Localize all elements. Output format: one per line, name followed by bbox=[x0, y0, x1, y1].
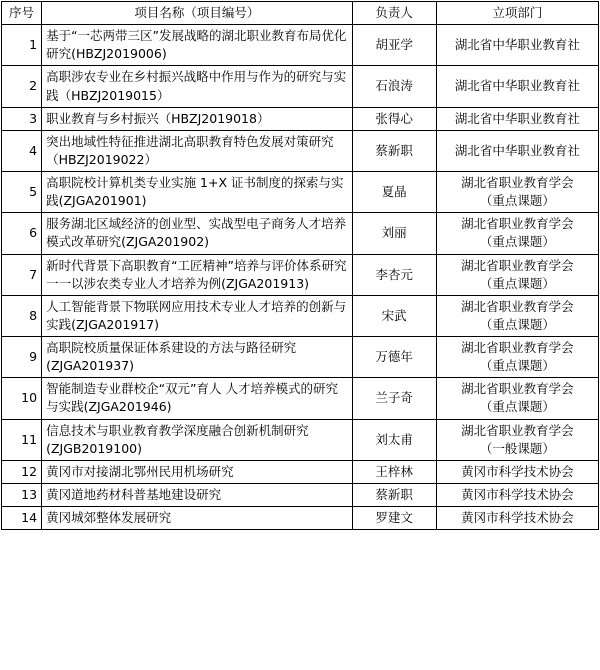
department-name: 湖北省职业教育学会 bbox=[461, 422, 574, 438]
approving-department bbox=[436, 254, 598, 295]
table-row bbox=[2, 460, 599, 483]
project-name: 高职院校计算机类专业实施 1+X 证书制度的探索与实践(ZJGA201901) bbox=[42, 172, 353, 213]
department-name: 湖北省职业教育学会 bbox=[461, 216, 574, 232]
project-name: 新时代背景下高职教育“工匠精神”培养与评价体系研究一一以涉农类专业人才培养为例(ZJGA201913) bbox=[42, 254, 353, 295]
department-name: 黄冈市科学技术协会 bbox=[461, 486, 574, 502]
table-header-row bbox=[2, 2, 599, 25]
approving-department bbox=[436, 295, 598, 336]
project-name: 基于“一芯两带三区”发展战略的湖北职业教育布局优化研究(HBZJ2019006) bbox=[42, 25, 353, 66]
project-owner: 石浪涛 bbox=[352, 66, 436, 107]
project-name: 黄冈市对接湖北鄂州民用机场研究 bbox=[42, 460, 353, 483]
project-name: 服务湖北区域经济的创业型、实战型电子商务人才培养模式改革研究(ZJGA201902) bbox=[42, 213, 353, 254]
project-owner: 张得心 bbox=[352, 107, 436, 130]
approving-department bbox=[436, 378, 598, 419]
project-owner: 王梓林 bbox=[352, 460, 436, 483]
table-row bbox=[2, 419, 599, 460]
project-owner: 李杏元 bbox=[352, 254, 436, 295]
project-name: 人工智能背景下物联网应用技术专业人才培养的创新与实践(ZJGA201917) bbox=[42, 295, 353, 336]
department-category: （重点课题） bbox=[479, 399, 555, 415]
department-category: （重点课题） bbox=[479, 234, 555, 250]
approving-department bbox=[436, 172, 598, 213]
project-owner: 宋武 bbox=[352, 295, 436, 336]
row-index: 6 bbox=[2, 213, 42, 254]
project-owner: 万德年 bbox=[352, 337, 436, 378]
row-index: 9 bbox=[2, 337, 42, 378]
project-owner: 刘丽 bbox=[352, 213, 436, 254]
approving-department bbox=[436, 507, 598, 530]
project-name: 突出地域性特征推进湖北高职教育特色发展对策研究（HBZJ2019022） bbox=[42, 130, 353, 171]
approving-department bbox=[436, 130, 598, 171]
table-row bbox=[2, 130, 599, 171]
row-index: 10 bbox=[2, 378, 42, 419]
department-name: 湖北省职业教育学会 bbox=[461, 175, 574, 190]
table-row bbox=[2, 107, 599, 130]
row-index: 5 bbox=[2, 172, 42, 213]
project-name: 高职院校质量保证体系建设的方法与路径研究(ZJGA201937) bbox=[42, 337, 353, 378]
department-category: （重点课题） bbox=[479, 193, 555, 209]
row-index: 14 bbox=[2, 507, 42, 530]
department-name: 湖北省职业教育学会 bbox=[461, 257, 574, 273]
row-index: 2 bbox=[2, 66, 42, 107]
department-name: 湖北省中华职业教育社 bbox=[454, 37, 580, 53]
column-header-name: 项目名称（项目编号） bbox=[42, 2, 353, 25]
approving-department bbox=[436, 213, 598, 254]
department-name: 湖北省中华职业教育社 bbox=[454, 78, 580, 94]
approving-department bbox=[436, 107, 598, 130]
project-name: 职业教育与乡村振兴（HBZJ2019018） bbox=[42, 107, 353, 130]
project-name: 黄冈城郊整体发展研究 bbox=[42, 507, 353, 530]
project-name: 信息技术与职业教育教学深度融合创新机制研究(ZJGB2019100) bbox=[42, 419, 353, 460]
department-name: 湖北省中华职业教育社 bbox=[454, 110, 580, 126]
department-name: 湖北省职业教育学会 bbox=[461, 381, 574, 397]
department-category: （重点课题） bbox=[479, 275, 555, 291]
approving-department bbox=[436, 419, 598, 460]
project-owner: 蔡新职 bbox=[352, 130, 436, 171]
project-owner: 兰子奇 bbox=[352, 378, 436, 419]
row-index: 7 bbox=[2, 254, 42, 295]
department-name: 湖北省职业教育学会 bbox=[461, 298, 574, 314]
table-row bbox=[2, 25, 599, 66]
row-index: 4 bbox=[2, 130, 42, 171]
project-owner: 胡亚学 bbox=[352, 25, 436, 66]
project-list-table bbox=[1, 1, 599, 530]
column-header-dept: 立项部门 bbox=[436, 2, 598, 25]
project-name: 黄冈道地药材科普基地建设研究 bbox=[42, 483, 353, 506]
table-row bbox=[2, 378, 599, 419]
table-row bbox=[2, 66, 599, 107]
department-category: （一般课题） bbox=[479, 440, 555, 456]
project-name: 高职涉农专业在乡村振兴战略中作用与作为的研究与实践（HBZJ2019015） bbox=[42, 66, 353, 107]
row-index: 12 bbox=[2, 460, 42, 483]
approving-department bbox=[436, 25, 598, 66]
project-owner: 蔡新职 bbox=[352, 483, 436, 506]
row-index: 3 bbox=[2, 107, 42, 130]
project-owner: 罗建文 bbox=[352, 507, 436, 530]
department-name: 湖北省中华职业教育社 bbox=[454, 142, 580, 158]
row-index: 8 bbox=[2, 295, 42, 336]
table-row bbox=[2, 483, 599, 506]
department-name: 黄冈市科学技术协会 bbox=[461, 510, 574, 525]
table-row bbox=[2, 213, 599, 254]
table-row bbox=[2, 254, 599, 295]
approving-department bbox=[436, 460, 598, 483]
table-body bbox=[2, 25, 599, 530]
project-owner: 夏晶 bbox=[352, 172, 436, 213]
table-row bbox=[2, 295, 599, 336]
approving-department bbox=[436, 66, 598, 107]
table-row bbox=[2, 172, 599, 213]
project-name: 智能制造专业群校企“双元”育人 人才培养模式的研究与实践(ZJGA201946) bbox=[42, 378, 353, 419]
column-header-no: 序号 bbox=[2, 2, 42, 25]
department-name: 黄冈市科学技术协会 bbox=[461, 463, 574, 479]
project-owner: 刘太甫 bbox=[352, 419, 436, 460]
department-category: （重点课题） bbox=[479, 316, 555, 332]
row-index: 11 bbox=[2, 419, 42, 460]
table-row bbox=[2, 507, 599, 530]
table-row bbox=[2, 337, 599, 378]
approving-department bbox=[436, 337, 598, 378]
department-name: 湖北省职业教育学会 bbox=[461, 340, 574, 355]
approving-department bbox=[436, 483, 598, 506]
row-index: 1 bbox=[2, 25, 42, 66]
department-category: （重点课题） bbox=[479, 358, 555, 374]
column-header-owner: 负责人 bbox=[352, 2, 436, 25]
row-index: 13 bbox=[2, 483, 42, 506]
